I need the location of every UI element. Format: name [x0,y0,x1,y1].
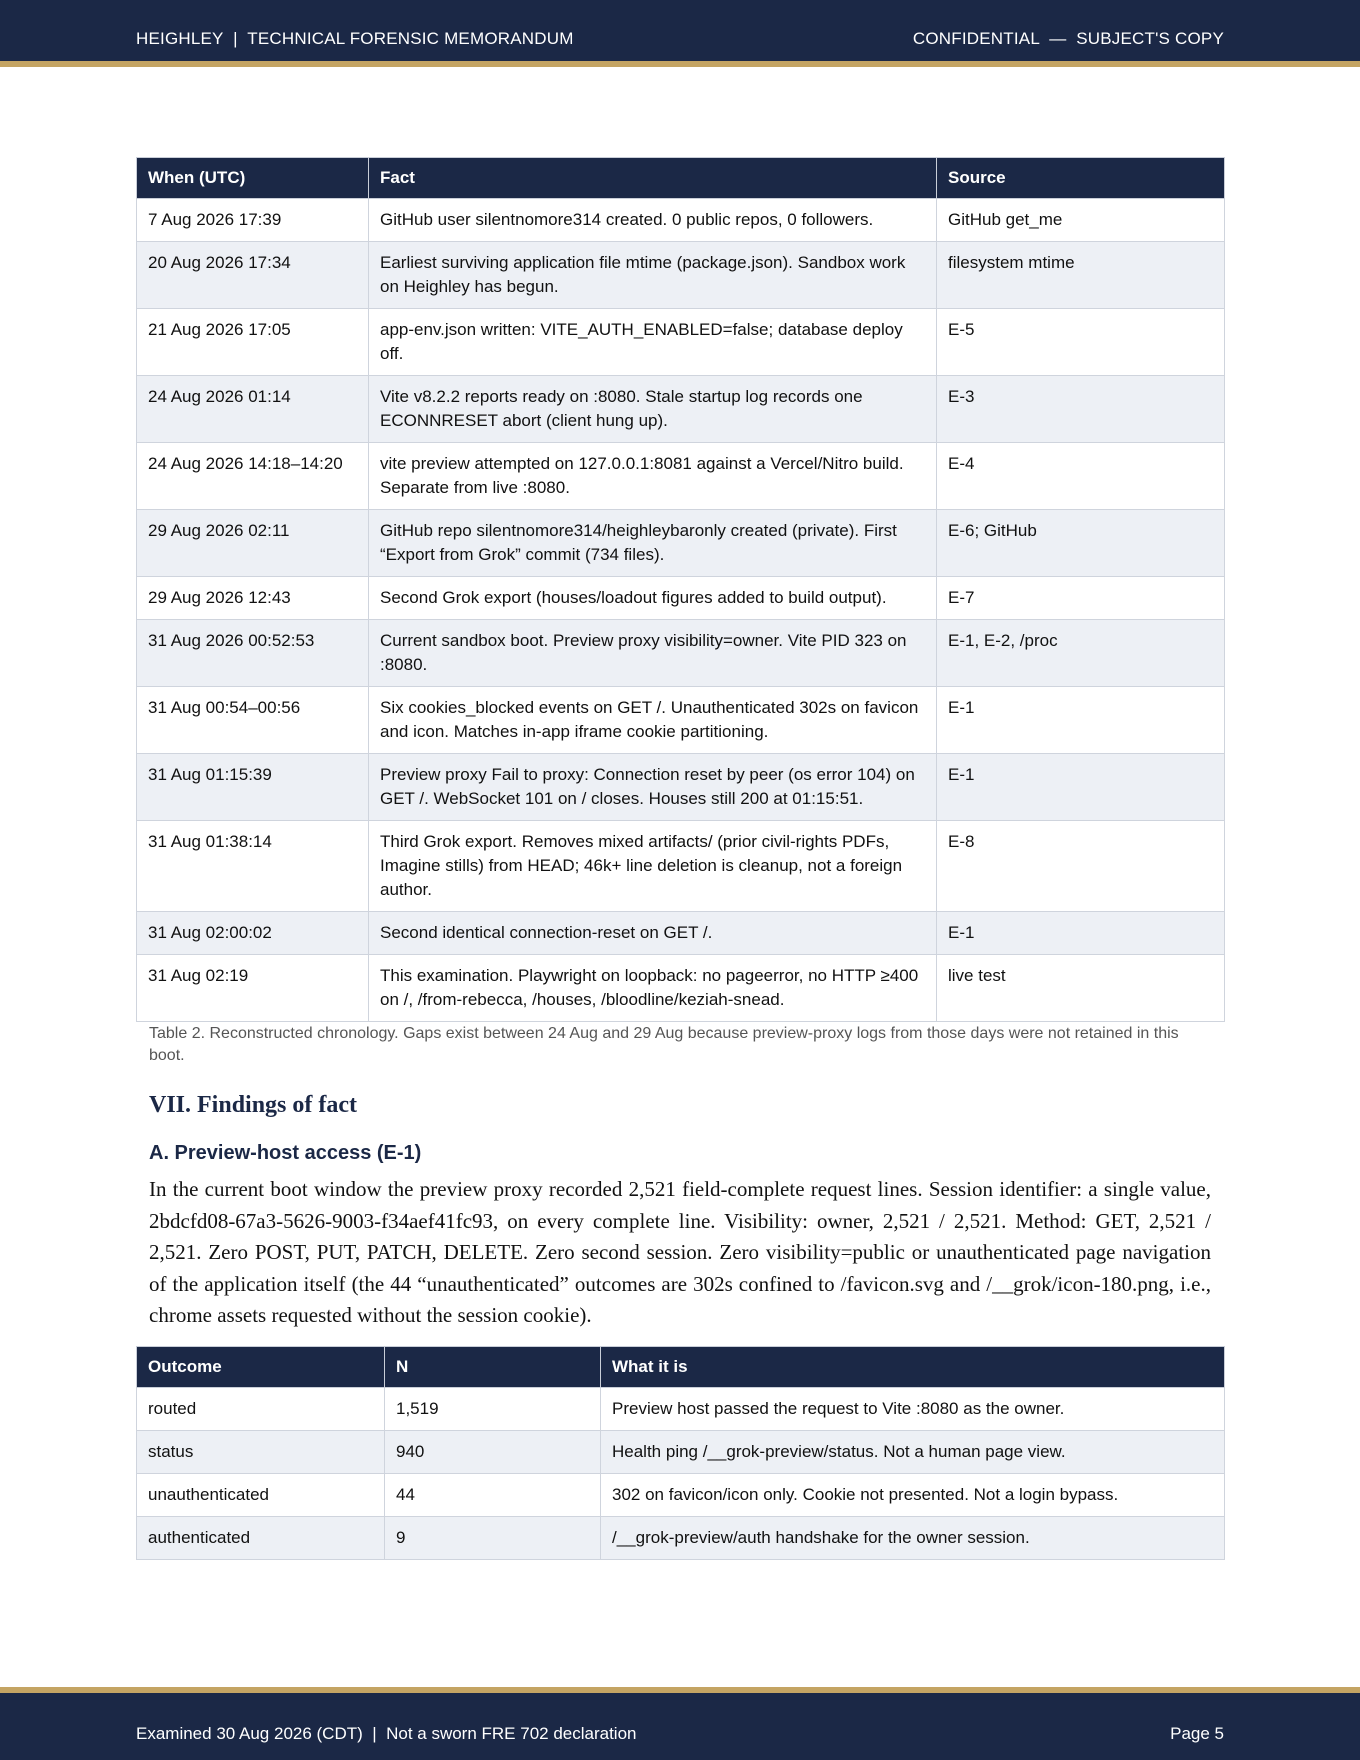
table-row [137,687,1225,754]
count-cell: 940 [385,1431,601,1474]
table-row [137,199,1225,242]
outcomes-table [136,1346,1225,1560]
table-row [137,309,1225,376]
when-cell: 24 Aug 2026 01:14 [137,376,369,443]
source-cell: E-5 [937,309,1225,376]
when-cell: 31 Aug 01:15:39 [137,754,369,821]
table-row [137,754,1225,821]
source-cell: live test [937,955,1225,1022]
fact-cell: vite preview attempted on 127.0.0.1:8081 against a Vercel/Nitro build. Separate from live :8080. [369,443,937,510]
table-row [137,242,1225,309]
header-confidential: CONFIDENTIAL — SUBJECT'S COPY [912,29,1224,48]
description-cell: /__grok-preview/auth handshake for the owner session. [601,1517,1225,1560]
outcome-cell: status [137,1431,385,1474]
fact-cell: Second identical connection-reset on GET /. [369,912,937,955]
source-cell: E-1 [937,912,1225,955]
count-cell: 1,519 [385,1388,601,1431]
table-row [137,821,1225,912]
when-cell: 24 Aug 2026 14:18–14:20 [137,443,369,510]
page-number: Page 5 [1170,1724,1224,1743]
when-cell: 29 Aug 2026 02:11 [137,510,369,577]
when-cell: 7 Aug 2026 17:39 [137,199,369,242]
when-cell: 21 Aug 2026 17:05 [137,309,369,376]
count-cell: 44 [385,1474,601,1517]
description-cell: 302 on favicon/icon only. Cookie not presented. Not a login bypass. [601,1474,1225,1517]
table-row [137,620,1225,687]
column-header: Source [937,158,1225,199]
fact-cell: Earliest surviving application file mtime (package.json). Sandbox work on Heighley has begun. [369,242,937,309]
source-cell: E-4 [937,443,1225,510]
when-cell: 20 Aug 2026 17:34 [137,242,369,309]
source-cell: E-6; GitHub [937,510,1225,577]
chronology-header-row [137,158,1225,199]
table-row [137,955,1225,1022]
fact-cell: Second Grok export (houses/loadout figures added to build output). [369,577,937,620]
fact-cell: Third Grok export. Removes mixed artifacts/ (prior civil-rights PDFs, Imagine stills) from HEAD; 46k+ line deletion is cleanup, not a foreign author. [369,821,937,912]
table-row [137,1431,1225,1474]
table-row [137,1474,1225,1517]
page-header [0,0,1360,67]
source-cell: E-1 [937,754,1225,821]
when-cell: 31 Aug 02:19 [137,955,369,1022]
page-footer [0,1687,1360,1760]
fact-cell: Six cookies_blocked events on GET /. Unauthenticated 302s on favicon and icon. Matches in-app iframe cookie partitioning. [369,687,937,754]
fact-cell: GitHub user silentnomore314 created. 0 public repos, 0 followers. [369,199,937,242]
column-header: N [385,1347,601,1388]
when-cell: 31 Aug 2026 00:52:53 [137,620,369,687]
table-row [137,510,1225,577]
chronology-table [136,157,1225,1022]
source-cell: E-3 [937,376,1225,443]
footer-gold-rule [0,1687,1360,1693]
source-cell: E-1 [937,687,1225,754]
table-caption: Table 2. Reconstructed chronology. Gaps exist between 24 Aug and 29 Aug because preview-proxy logs from those days were not retained in this boot. [149,1025,1179,1064]
outcome-cell: authenticated [137,1517,385,1560]
description-cell: Preview host passed the request to Vite :8080 as the owner. [601,1388,1225,1431]
table-row [137,577,1225,620]
when-cell: 31 Aug 02:00:02 [137,912,369,955]
fact-cell: Current sandbox boot. Preview proxy visibility=owner. Vite PID 323 on :8080. [369,620,937,687]
fact-cell: Preview proxy Fail to proxy: Connection reset by peer (os error 104) on GET /. WebSocket 101 on / closes. Houses still 200 at 01:15:51. [369,754,937,821]
table-row [137,443,1225,510]
footer-note: Examined 30 Aug 2026 (CDT) | Not a sworn FRE 702 declaration [136,1724,637,1743]
column-header: Fact [369,158,937,199]
source-cell: E-8 [937,821,1225,912]
findings-paragraph: In the current boot window the preview proxy recorded 2,521 field-complete request lines. Session identifier: a single value, 2bdcfd08-67a3-5626-9003-f34aef41fc93, on every complete line. Visibility: owner, 2,521 / 2,521. Method: GET, 2,521 / 2,521. Zero POST, PUT, PATCH, DELETE. Zero second session. Zero visibility=public or unauthenticated page navigation of the application itself (the 44 “unauthenticated” outcomes are 302s confined to /favicon.svg and /__grok/icon-180.png, i.e., chrome assets requested without the session cookie). [149,1177,1211,1327]
fact-cell: This examination. Playwright on loopback: no pageerror, no HTTP ≥400 on /, /from-rebecca, /houses, /bloodline/keziah-snead. [369,955,937,1022]
when-cell: 31 Aug 01:38:14 [137,821,369,912]
source-cell: GitHub get_me [937,199,1225,242]
table-row [137,912,1225,955]
header-title: HEIGHLEY | TECHNICAL FORENSIC MEMORANDUM [136,29,574,48]
fact-cell: GitHub repo silentnomore314/heighleybaronly created (private). First “Export from Grok” commit (734 files). [369,510,937,577]
outcome-cell: routed [137,1388,385,1431]
header-gold-rule [0,61,1360,67]
table-row [137,1517,1225,1560]
when-cell: 29 Aug 2026 12:43 [137,577,369,620]
fact-cell: app-env.json written: VITE_AUTH_ENABLED=false; database deploy off. [369,309,937,376]
when-cell: 31 Aug 00:54–00:56 [137,687,369,754]
count-cell: 9 [385,1517,601,1560]
section-heading: VII. Findings of fact [149,1092,358,1118]
source-cell: E-7 [937,577,1225,620]
table-row [137,376,1225,443]
fact-cell: Vite v8.2.2 reports ready on :8080. Stale startup log records one ECONNRESET abort (client hung up). [369,376,937,443]
source-cell: E-1, E-2, /proc [937,620,1225,687]
outcomes-header-row [137,1347,1225,1388]
description-cell: Health ping /__grok-preview/status. Not a human page view. [601,1431,1225,1474]
column-header: Outcome [137,1347,385,1388]
column-header: What it is [601,1347,1225,1388]
outcome-cell: unauthenticated [137,1474,385,1517]
subsection-heading: A. Preview-host access (E-1) [149,1142,422,1164]
table-row [137,1388,1225,1431]
source-cell: filesystem mtime [937,242,1225,309]
column-header: When (UTC) [137,158,369,199]
